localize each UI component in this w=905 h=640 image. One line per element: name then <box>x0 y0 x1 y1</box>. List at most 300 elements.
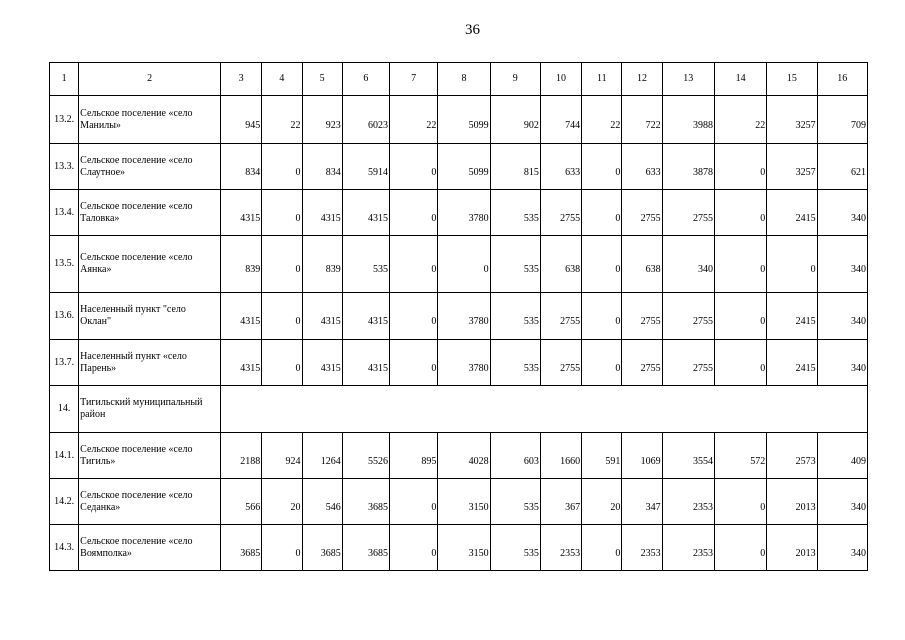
value-text: 0 <box>431 501 437 513</box>
settlement-name: Населенный пункт "село Оклан" <box>79 293 221 340</box>
value-cell <box>490 144 540 190</box>
value-cell <box>714 433 766 479</box>
value-cell <box>714 525 766 571</box>
value-cell <box>490 236 540 293</box>
table-row <box>50 340 868 386</box>
value-cell <box>262 96 302 144</box>
value-text: 2013 <box>795 501 816 513</box>
value-text: 2755 <box>640 362 661 374</box>
value-text: 535 <box>523 316 539 327</box>
value-cell <box>767 144 817 190</box>
value-text: 340 <box>851 362 866 374</box>
column-header: 13 <box>662 63 714 96</box>
value-cell <box>438 433 490 479</box>
column-header: 15 <box>767 63 817 96</box>
column-header: 6 <box>342 63 389 96</box>
value-cell <box>714 340 766 386</box>
value-text: 1264 <box>320 455 341 467</box>
value-cell <box>662 479 714 525</box>
value-cell <box>714 479 766 525</box>
value-cell <box>262 433 302 479</box>
value-cell <box>817 144 867 190</box>
value-cell <box>262 144 302 190</box>
value-cell <box>622 96 662 144</box>
value-text: 2755 <box>560 212 581 224</box>
value-cell <box>662 433 714 479</box>
value-cell <box>490 293 540 340</box>
value-text: 3554 <box>692 455 713 467</box>
value-cell <box>262 293 302 340</box>
value-cell <box>490 479 540 525</box>
value-text: 591 <box>605 455 621 467</box>
settlement-name: Сельское поселение «село Слаутное» <box>79 144 221 190</box>
value-text: 834 <box>245 166 261 178</box>
value-cell <box>582 479 622 525</box>
value-text: 566 <box>245 501 261 513</box>
value-cell <box>662 96 714 144</box>
value-cell <box>622 144 662 190</box>
value-text: 839 <box>325 264 341 275</box>
value-cell <box>540 144 581 190</box>
value-text: 3780 <box>468 212 489 224</box>
value-cell <box>490 433 540 479</box>
value-cell <box>262 525 302 571</box>
value-cell <box>767 293 817 340</box>
value-text: 546 <box>325 501 341 513</box>
value-cell <box>302 340 342 386</box>
value-cell <box>582 433 622 479</box>
value-text: 2573 <box>795 455 816 467</box>
value-cell <box>817 340 867 386</box>
value-text: 5099 <box>468 119 489 131</box>
value-cell <box>302 479 342 525</box>
value-cell <box>767 525 817 571</box>
value-text: 0 <box>483 264 489 275</box>
value-text: 0 <box>295 166 301 178</box>
value-cell <box>438 190 490 236</box>
value-text: 0 <box>295 316 301 327</box>
value-cell <box>767 190 817 236</box>
value-text: 0 <box>431 264 437 275</box>
value-cell <box>490 190 540 236</box>
value-cell <box>662 236 714 293</box>
value-cell <box>817 479 867 525</box>
value-cell <box>817 293 867 340</box>
value-cell <box>262 190 302 236</box>
table-row <box>50 386 868 433</box>
value-cell <box>302 433 342 479</box>
value-text: 340 <box>851 264 866 275</box>
value-cell <box>622 340 662 386</box>
value-text: 0 <box>615 547 621 559</box>
value-text: 4315 <box>368 316 389 327</box>
value-text: 0 <box>615 264 621 275</box>
value-text: 923 <box>325 119 341 131</box>
table-row <box>50 190 868 236</box>
value-text: 638 <box>645 264 661 275</box>
value-text: 0 <box>760 166 766 178</box>
value-text: 4315 <box>240 212 261 224</box>
value-text: 3257 <box>795 119 816 131</box>
value-cell <box>342 340 389 386</box>
value-text: 3150 <box>468 547 489 559</box>
value-cell <box>622 293 662 340</box>
value-cell <box>302 293 342 340</box>
value-text: 4028 <box>468 455 489 467</box>
value-cell <box>540 433 581 479</box>
value-text: 2415 <box>795 212 816 224</box>
value-cell <box>582 525 622 571</box>
value-cell <box>714 293 766 340</box>
column-header: 3 <box>221 63 262 96</box>
value-cell <box>221 433 262 479</box>
value-text: 340 <box>851 501 866 513</box>
value-text: 924 <box>285 455 301 467</box>
page-number: 36 <box>465 22 480 38</box>
value-text: 22 <box>426 119 437 131</box>
value-text: 535 <box>523 212 539 224</box>
value-text: 839 <box>245 264 261 275</box>
value-cell <box>662 190 714 236</box>
value-text: 0 <box>615 212 621 224</box>
value-text: 0 <box>760 264 766 275</box>
value-cell <box>221 525 262 571</box>
value-cell <box>302 525 342 571</box>
value-text: 535 <box>523 264 539 275</box>
value-text: 0 <box>760 362 766 374</box>
value-cell <box>662 340 714 386</box>
value-cell <box>582 293 622 340</box>
value-cell <box>540 479 581 525</box>
value-cell <box>438 293 490 340</box>
value-cell <box>438 144 490 190</box>
empty-cell <box>221 386 868 433</box>
value-cell <box>390 433 438 479</box>
value-cell <box>302 96 342 144</box>
settlement-name: Сельское поселение «село Аянка» <box>79 236 221 293</box>
value-cell <box>302 144 342 190</box>
column-header: 2 <box>79 63 221 96</box>
value-text: 638 <box>565 264 581 275</box>
settlement-name: Сельское поселение «село Воямполка» <box>79 525 221 571</box>
value-cell <box>302 236 342 293</box>
value-text: 0 <box>615 362 621 374</box>
value-text: 0 <box>295 212 301 224</box>
value-text: 5526 <box>368 455 389 467</box>
value-cell <box>540 236 581 293</box>
value-cell <box>221 236 262 293</box>
value-cell <box>622 479 662 525</box>
value-text: 744 <box>565 119 581 131</box>
value-cell <box>767 236 817 293</box>
value-cell <box>540 340 581 386</box>
column-header: 4 <box>262 63 302 96</box>
table-row <box>50 293 868 340</box>
settlement-name: Населенный пункт «село Парень» <box>79 340 221 386</box>
value-text: 0 <box>431 362 437 374</box>
row-number: 14.3. <box>50 525 79 571</box>
value-cell <box>622 433 662 479</box>
value-cell <box>390 236 438 293</box>
value-cell <box>767 433 817 479</box>
value-text: 0 <box>431 547 437 559</box>
value-text: 20 <box>290 501 301 513</box>
value-text: 633 <box>645 166 661 178</box>
settlement-name: Тигильский муниципальный район <box>79 386 221 433</box>
value-text: 5099 <box>468 166 489 178</box>
settlement-name: Сельское поселение «село Манилы» <box>79 96 221 144</box>
value-cell <box>262 479 302 525</box>
value-cell <box>221 340 262 386</box>
value-text: 4315 <box>240 316 261 327</box>
value-text: 603 <box>523 455 539 467</box>
column-header: 14 <box>714 63 766 96</box>
value-cell <box>662 293 714 340</box>
value-text: 340 <box>697 264 713 275</box>
value-text: 2353 <box>692 501 713 513</box>
value-text: 22 <box>610 119 621 131</box>
value-text: 0 <box>295 362 301 374</box>
value-text: 3988 <box>692 119 713 131</box>
column-header: 8 <box>438 63 490 96</box>
row-number: 14.2. <box>50 479 79 525</box>
value-text: 0 <box>810 264 816 275</box>
value-cell <box>438 525 490 571</box>
value-text: 409 <box>851 455 866 467</box>
column-header: 10 <box>540 63 581 96</box>
value-cell <box>714 190 766 236</box>
table-row <box>50 96 868 144</box>
value-text: 834 <box>325 166 341 178</box>
value-cell <box>342 525 389 571</box>
value-cell <box>390 190 438 236</box>
value-cell <box>767 96 817 144</box>
value-text: 0 <box>431 166 437 178</box>
value-text: 895 <box>421 455 437 467</box>
value-text: 0 <box>431 212 437 224</box>
value-text: 815 <box>523 166 539 178</box>
value-text: 3780 <box>468 316 489 327</box>
value-text: 3685 <box>320 547 341 559</box>
value-text: 2755 <box>640 316 661 327</box>
value-text: 0 <box>295 264 301 275</box>
value-cell <box>390 479 438 525</box>
value-cell <box>767 479 817 525</box>
row-number: 13.2. <box>50 96 79 144</box>
value-cell <box>622 236 662 293</box>
value-text: 0 <box>615 316 621 327</box>
value-cell <box>540 190 581 236</box>
value-text: 4315 <box>320 362 341 374</box>
value-text: 0 <box>760 212 766 224</box>
value-text: 340 <box>851 212 866 224</box>
value-cell <box>490 525 540 571</box>
row-number: 14.1. <box>50 433 79 479</box>
row-number: 13.7. <box>50 340 79 386</box>
value-text: 4315 <box>320 316 341 327</box>
value-cell <box>342 96 389 144</box>
value-text: 902 <box>523 119 539 131</box>
value-cell <box>390 144 438 190</box>
value-text: 2353 <box>640 547 661 559</box>
value-text: 0 <box>760 316 766 327</box>
value-text: 3257 <box>795 166 816 178</box>
value-text: 3685 <box>368 547 389 559</box>
settlement-name: Сельское поселение «село Седанка» <box>79 479 221 525</box>
value-cell <box>342 190 389 236</box>
value-cell <box>438 236 490 293</box>
value-text: 2755 <box>692 212 713 224</box>
value-text: 535 <box>373 264 389 275</box>
value-text: 2755 <box>560 316 581 327</box>
value-cell <box>438 479 490 525</box>
value-cell <box>817 96 867 144</box>
value-cell <box>221 190 262 236</box>
value-text: 945 <box>245 119 261 131</box>
value-cell <box>342 433 389 479</box>
value-cell <box>817 525 867 571</box>
value-cell <box>817 433 867 479</box>
value-text: 3150 <box>468 501 489 513</box>
value-text: 3878 <box>692 166 713 178</box>
value-cell <box>438 96 490 144</box>
value-cell <box>622 525 662 571</box>
settlement-name: Сельское поселение «село Тигиль» <box>79 433 221 479</box>
value-text: 2755 <box>692 362 713 374</box>
value-cell <box>714 96 766 144</box>
value-text: 535 <box>523 501 539 513</box>
row-number: 14. <box>50 386 79 433</box>
value-text: 5914 <box>368 166 389 178</box>
value-text: 367 <box>565 501 581 513</box>
value-cell <box>221 144 262 190</box>
value-cell <box>817 236 867 293</box>
value-cell <box>390 525 438 571</box>
table-row <box>50 479 868 525</box>
value-cell <box>582 96 622 144</box>
column-header: 1 <box>50 63 79 96</box>
value-text: 2755 <box>692 316 713 327</box>
value-cell <box>582 190 622 236</box>
value-cell <box>262 236 302 293</box>
value-text: 347 <box>645 501 661 513</box>
value-text: 621 <box>851 166 866 178</box>
value-text: 22 <box>755 119 766 131</box>
value-text: 2415 <box>795 362 816 374</box>
row-number: 13.4. <box>50 190 79 236</box>
value-text: 4315 <box>240 362 261 374</box>
value-text: 3685 <box>368 501 389 513</box>
row-number: 13.6. <box>50 293 79 340</box>
header-row <box>50 63 868 96</box>
value-text: 340 <box>851 316 866 327</box>
value-cell <box>540 293 581 340</box>
value-text: 2353 <box>692 547 713 559</box>
value-cell <box>582 340 622 386</box>
table-row <box>50 144 868 190</box>
value-text: 4315 <box>368 212 389 224</box>
value-cell <box>490 340 540 386</box>
value-cell <box>221 479 262 525</box>
value-text: 3780 <box>468 362 489 374</box>
value-cell <box>582 236 622 293</box>
value-text: 709 <box>851 119 866 131</box>
value-cell <box>262 340 302 386</box>
value-cell <box>221 96 262 144</box>
value-cell <box>390 340 438 386</box>
value-cell <box>221 293 262 340</box>
value-cell <box>662 144 714 190</box>
value-text: 0 <box>615 166 621 178</box>
value-text: 2013 <box>795 547 816 559</box>
value-text: 535 <box>523 362 539 374</box>
value-text: 0 <box>295 547 301 559</box>
value-cell <box>342 293 389 340</box>
value-text: 535 <box>523 547 539 559</box>
column-header: 9 <box>490 63 540 96</box>
value-cell <box>490 96 540 144</box>
value-text: 3685 <box>240 547 261 559</box>
column-header: 11 <box>582 63 622 96</box>
value-text: 0 <box>760 501 766 513</box>
value-text: 1069 <box>640 455 661 467</box>
value-text: 2353 <box>560 547 581 559</box>
column-header: 16 <box>817 63 867 96</box>
column-header: 5 <box>302 63 342 96</box>
value-cell <box>622 190 662 236</box>
value-cell <box>767 340 817 386</box>
table-row <box>50 525 868 571</box>
value-text: 1660 <box>560 455 581 467</box>
value-text: 4315 <box>320 212 341 224</box>
value-cell <box>540 525 581 571</box>
value-cell <box>302 190 342 236</box>
value-text: 4315 <box>368 362 389 374</box>
value-cell <box>390 96 438 144</box>
table-row <box>50 236 868 293</box>
row-number: 13.3. <box>50 144 79 190</box>
value-cell <box>817 190 867 236</box>
value-cell <box>342 236 389 293</box>
value-cell <box>342 144 389 190</box>
value-cell <box>714 144 766 190</box>
table-row <box>50 433 868 479</box>
column-header: 7 <box>390 63 438 96</box>
value-text: 2755 <box>560 362 581 374</box>
value-cell <box>438 340 490 386</box>
data-table <box>49 62 868 571</box>
value-cell <box>662 525 714 571</box>
value-text: 2755 <box>640 212 661 224</box>
value-cell <box>540 96 581 144</box>
value-cell <box>582 144 622 190</box>
value-text: 0 <box>760 547 766 559</box>
row-number: 13.5. <box>50 236 79 293</box>
value-text: 2188 <box>240 455 261 467</box>
value-text: 2415 <box>795 316 816 327</box>
value-text: 20 <box>610 501 621 513</box>
value-text: 633 <box>565 166 581 178</box>
value-text: 6023 <box>368 119 389 131</box>
value-text: 0 <box>431 316 437 327</box>
value-text: 22 <box>290 119 301 131</box>
settlement-name: Сельское поселение «село Таловка» <box>79 190 221 236</box>
value-cell <box>342 479 389 525</box>
value-text: 722 <box>645 119 661 131</box>
value-text: 572 <box>750 455 766 467</box>
value-text: 340 <box>851 547 866 559</box>
value-cell <box>714 236 766 293</box>
